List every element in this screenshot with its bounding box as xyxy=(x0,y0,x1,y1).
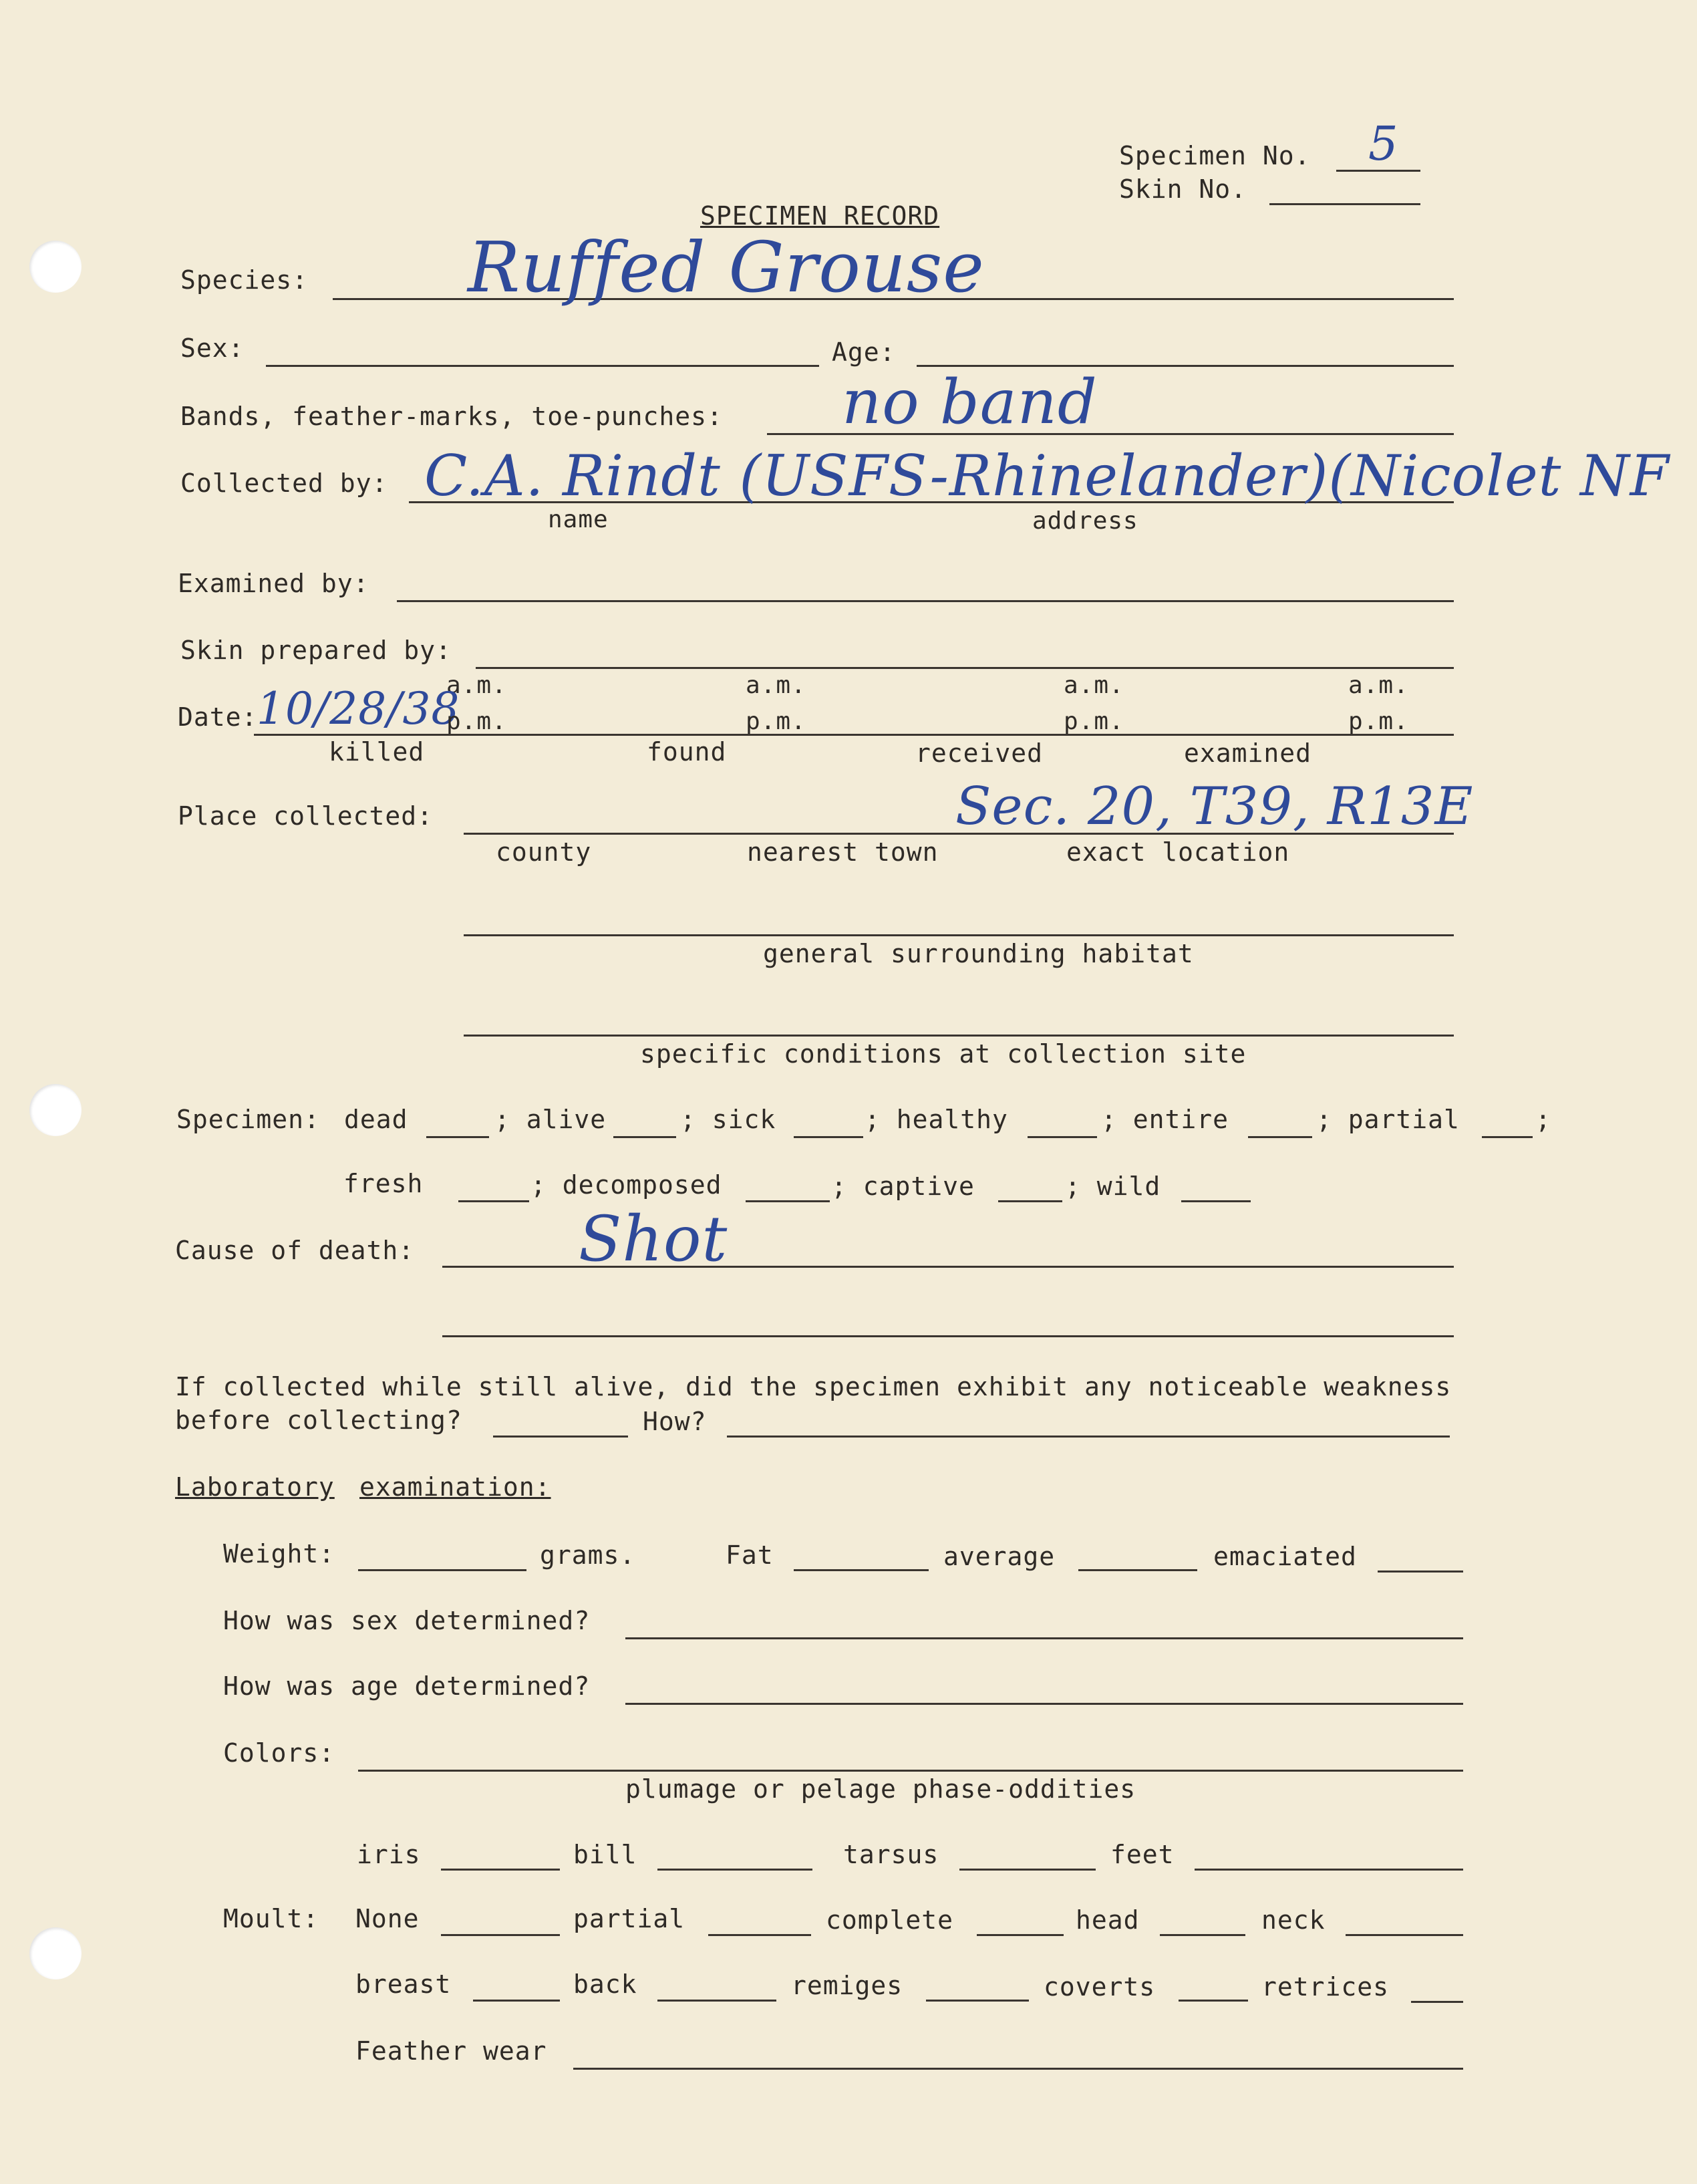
moult-neck-label: neck xyxy=(1261,1905,1326,1935)
moult-label: Moult: xyxy=(223,1904,319,1933)
county-caption: county xyxy=(496,837,592,867)
am-examined: a.m. xyxy=(1348,672,1409,699)
remiges-line xyxy=(926,2000,1029,2002)
examined-caption: examined xyxy=(1184,738,1312,768)
skin-prepared-line xyxy=(476,667,1454,669)
bill-label: bill xyxy=(573,1840,637,1869)
breast-label: breast xyxy=(355,1969,452,1999)
feather-wear-line xyxy=(573,2068,1463,2070)
row1-end-semicolon: ; xyxy=(1535,1105,1551,1134)
back-line xyxy=(657,2000,776,2002)
age-label: Age: xyxy=(832,337,896,367)
breast-line xyxy=(473,2000,560,2002)
am-killed: a.m. xyxy=(446,672,507,699)
decomposed-label: ; decomposed xyxy=(530,1170,722,1200)
nearest-town-caption: nearest town xyxy=(747,837,939,867)
fresh-line xyxy=(458,1200,529,1202)
sex-label: Sex: xyxy=(180,333,245,363)
fresh-label: fresh xyxy=(343,1169,424,1198)
moult-complete-line xyxy=(977,1934,1064,1936)
specimen-no-label: Specimen No. xyxy=(1119,141,1311,170)
date-label: Date: xyxy=(178,702,258,732)
species-label: Species: xyxy=(180,265,309,295)
fat-line xyxy=(794,1569,929,1571)
lab-title-b: examination: xyxy=(359,1472,551,1502)
alive-line xyxy=(613,1136,676,1138)
bands-value: no band xyxy=(842,366,1098,438)
feet-line xyxy=(1195,1869,1463,1871)
wild-label: ; wild xyxy=(1065,1172,1161,1201)
specimen-state-label: Specimen: xyxy=(176,1105,320,1134)
remiges-label: remiges xyxy=(791,1971,903,2000)
average-label: average xyxy=(943,1542,1056,1571)
entire-line xyxy=(1248,1136,1312,1138)
dead-label: dead xyxy=(344,1105,408,1134)
cause-of-death-label: Cause of death: xyxy=(175,1236,415,1265)
pm-received: p.m. xyxy=(1064,708,1124,735)
weakness-answer-line xyxy=(493,1436,628,1438)
moult-complete-label: complete xyxy=(826,1905,954,1935)
retrices-label: retrices xyxy=(1261,1972,1390,2002)
iris-line xyxy=(441,1869,560,1871)
healthy-line xyxy=(1028,1136,1097,1138)
moult-head-line xyxy=(1160,1934,1245,1936)
moult-partial-label: partial xyxy=(573,1904,685,1933)
tarsus-label: tarsus xyxy=(843,1840,939,1869)
weight-label: Weight: xyxy=(223,1539,335,1568)
date-value: 10/28/38 xyxy=(257,683,460,734)
cause-of-death-line-2 xyxy=(442,1335,1454,1337)
received-caption: received xyxy=(915,738,1044,768)
weakness-how-label: How? xyxy=(643,1407,707,1436)
binder-hole-middle xyxy=(29,1084,82,1136)
found-caption: found xyxy=(647,737,727,767)
colors-line xyxy=(358,1770,1463,1772)
species-value: Ruffed Grouse xyxy=(468,227,985,308)
habitat-caption: general surrounding habitat xyxy=(763,939,1194,968)
skin-no-line xyxy=(1269,203,1420,205)
age-determined-label: How was age determined? xyxy=(223,1671,591,1701)
conditions-line xyxy=(464,1035,1454,1037)
am-found: a.m. xyxy=(746,672,806,699)
am-received: a.m. xyxy=(1064,672,1124,699)
feather-wear-label: Feather wear xyxy=(355,2036,547,2066)
moult-head-label: head xyxy=(1076,1905,1140,1935)
coverts-line xyxy=(1179,2000,1248,2002)
entire-label: ; entire xyxy=(1101,1105,1229,1134)
wild-line xyxy=(1181,1200,1251,1202)
pm-found: p.m. xyxy=(746,708,806,735)
collected-by-label: Collected by: xyxy=(180,468,388,498)
weight-line xyxy=(358,1569,526,1571)
cause-of-death-value: Shot xyxy=(579,1203,728,1276)
lab-title-a: Laboratory xyxy=(175,1472,335,1502)
sick-line xyxy=(794,1136,863,1138)
bill-line xyxy=(657,1869,812,1871)
habitat-line xyxy=(464,934,1454,936)
exact-location-caption: exact location xyxy=(1066,837,1290,867)
average-line xyxy=(1078,1569,1197,1571)
feet-label: feet xyxy=(1110,1840,1175,1869)
sex-determined-line xyxy=(625,1637,1463,1639)
retrices-line xyxy=(1411,2001,1463,2003)
pm-examined: p.m. xyxy=(1348,708,1409,735)
plumage-caption: plumage or pelage phase-oddities xyxy=(625,1774,1136,1804)
captive-label: ; captive xyxy=(831,1172,975,1201)
binder-hole-bottom xyxy=(29,1927,82,1980)
moult-neck-line xyxy=(1346,1934,1463,1936)
conditions-caption: specific conditions at collection site xyxy=(640,1039,1247,1069)
captive-line xyxy=(998,1200,1062,1202)
coverts-label: coverts xyxy=(1044,1972,1156,2002)
weakness-question-line2: before collecting? xyxy=(175,1405,462,1435)
emaciated-line xyxy=(1378,1571,1463,1573)
sex-determined-label: How was sex determined? xyxy=(223,1606,591,1635)
tarsus-line xyxy=(959,1869,1096,1871)
examined-by-label: Examined by: xyxy=(178,569,369,598)
partial-line xyxy=(1482,1136,1533,1138)
emaciated-label: emaciated xyxy=(1213,1542,1357,1571)
sex-line xyxy=(266,365,819,367)
bands-label: Bands, feather-marks, toe-punches: xyxy=(180,402,723,431)
weakness-question-line1: If collected while still alive, did the specimen exhibit any noticeable weakness xyxy=(175,1372,1452,1401)
fat-label: Fat xyxy=(726,1540,774,1570)
address-caption: address xyxy=(1032,507,1138,535)
moult-none-line xyxy=(441,1934,560,1936)
back-label: back xyxy=(573,1969,637,1999)
name-caption: name xyxy=(548,506,609,533)
date-line xyxy=(254,734,1454,736)
specimen-no-value: 5 xyxy=(1368,116,1399,171)
collected-by-value: C.A. Rindt (USFS-Rhinelander)(Nicolet NF xyxy=(424,443,1670,509)
skin-no-label: Skin No. xyxy=(1119,174,1247,204)
age-determined-line xyxy=(625,1703,1463,1705)
page-title: SPECIMEN RECORD xyxy=(700,201,940,231)
healthy-label: ; healthy xyxy=(865,1105,1008,1134)
binder-hole-top xyxy=(29,241,82,293)
decomposed-line xyxy=(746,1200,830,1202)
pm-killed: p.m. xyxy=(446,708,507,735)
partial-label: ; partial xyxy=(1316,1105,1460,1134)
place-label: Place collected: xyxy=(178,801,434,831)
killed-caption: killed xyxy=(329,737,425,767)
iris-label: iris xyxy=(357,1840,421,1869)
weakness-how-line xyxy=(727,1436,1450,1438)
moult-partial-line xyxy=(708,1934,811,1936)
place-value: Sec. 20, T39, R13E xyxy=(955,777,1474,837)
sick-label: ; sick xyxy=(680,1105,776,1134)
skin-prepared-label: Skin prepared by: xyxy=(180,636,452,665)
alive-label: ; alive xyxy=(494,1105,607,1134)
dead-line xyxy=(426,1136,489,1138)
grams-label: grams. xyxy=(540,1540,636,1570)
colors-label: Colors: xyxy=(223,1738,335,1768)
moult-none-label: None xyxy=(355,1904,420,1933)
examined-by-line xyxy=(397,600,1454,602)
